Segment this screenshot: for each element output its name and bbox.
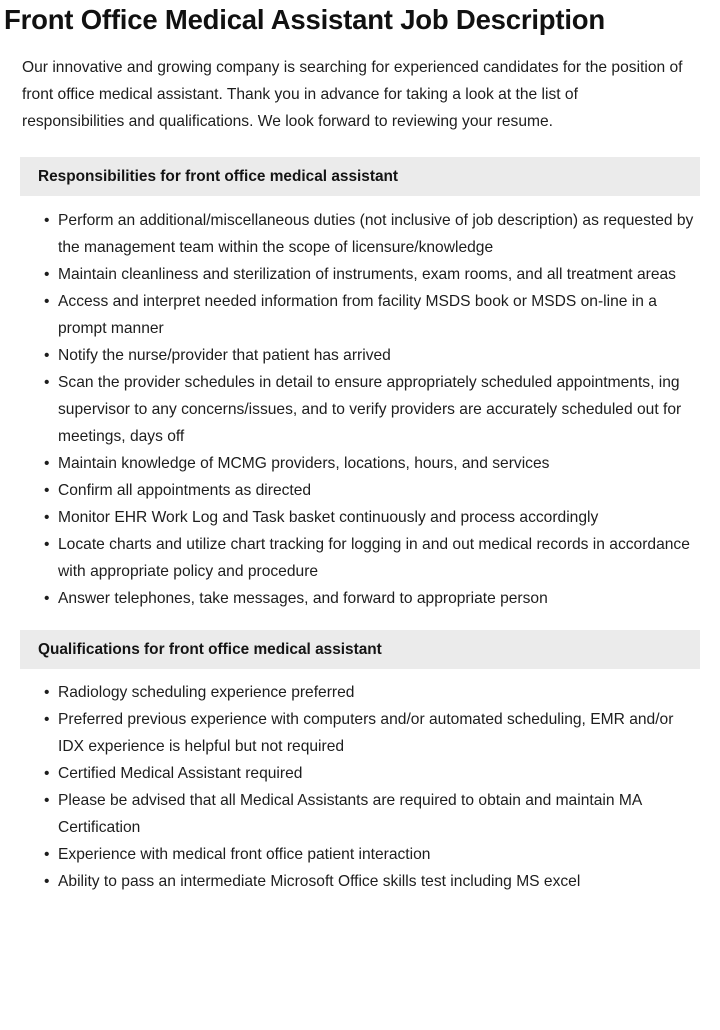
list-item: • Ability to pass an intermediate Microsoft Office skills test including MS excel xyxy=(0,868,720,895)
list-item: • Perform an additional/miscellaneous duties (not inclusive of job description) as requested by the management team within the scope of licensure/knowledge xyxy=(0,207,720,261)
list-item: • Experience with medical front office patient interaction xyxy=(0,841,720,868)
section-qualifications xyxy=(0,630,720,895)
list-item: • Locate charts and utilize chart tracking for logging in and out medical records in accordance with appropriate policy and procedure xyxy=(0,531,720,585)
list-item: • Access and interpret needed information from facility MSDS book or MSDS on-line in a prompt manner xyxy=(0,288,720,342)
list-item: • Answer telephones, take messages, and forward to appropriate person xyxy=(0,585,720,612)
list-item: • Radiology scheduling experience preferred xyxy=(0,679,720,706)
qualifications-list xyxy=(0,679,720,895)
section-header-responsibilities xyxy=(20,157,700,196)
list-item: • Monitor EHR Work Log and Task basket continuously and process accordingly xyxy=(0,504,720,531)
intro-paragraph: Our innovative and growing company is searching for experienced candidates for the position of front office medical assistant. Thank you in advance for taking a look at the list of responsibilities and qualifications. We look forward to reviewing your resume. xyxy=(22,59,683,131)
list-item: • Certified Medical Assistant required xyxy=(0,760,720,787)
responsibilities-list xyxy=(0,207,720,612)
section-heading-label: Qualifications for front office medical assistant xyxy=(38,641,382,659)
list-item: • Scan the provider schedules in detail to ensure appropriately scheduled appointments, ing supervisor to any concerns/issues, and to verify providers are accurately scheduled out for meetings, days off xyxy=(0,369,720,450)
list-item: • Please be advised that all Medical Assistants are required to obtain and maintain MA Certification xyxy=(0,787,720,841)
section-heading-label: Responsibilities for front office medical assistant xyxy=(38,168,399,186)
list-item: • Notify the nurse/provider that patient has arrived xyxy=(0,342,720,369)
list-item: • Preferred previous experience with computers and/or automated scheduling, EMR and/or IDX experience is helpful but not required xyxy=(0,706,720,760)
section-header-qualifications xyxy=(20,630,700,669)
list-item: • Confirm all appointments as directed xyxy=(0,477,720,504)
page-title: Front Office Medical Assistant Job Description xyxy=(4,4,605,35)
list-item: • Maintain cleanliness and sterilization of instruments, exam rooms, and all treatment areas xyxy=(0,261,720,288)
section-responsibilities xyxy=(0,157,720,612)
list-item: • Maintain knowledge of MCMG providers, locations, hours, and services xyxy=(0,450,720,477)
